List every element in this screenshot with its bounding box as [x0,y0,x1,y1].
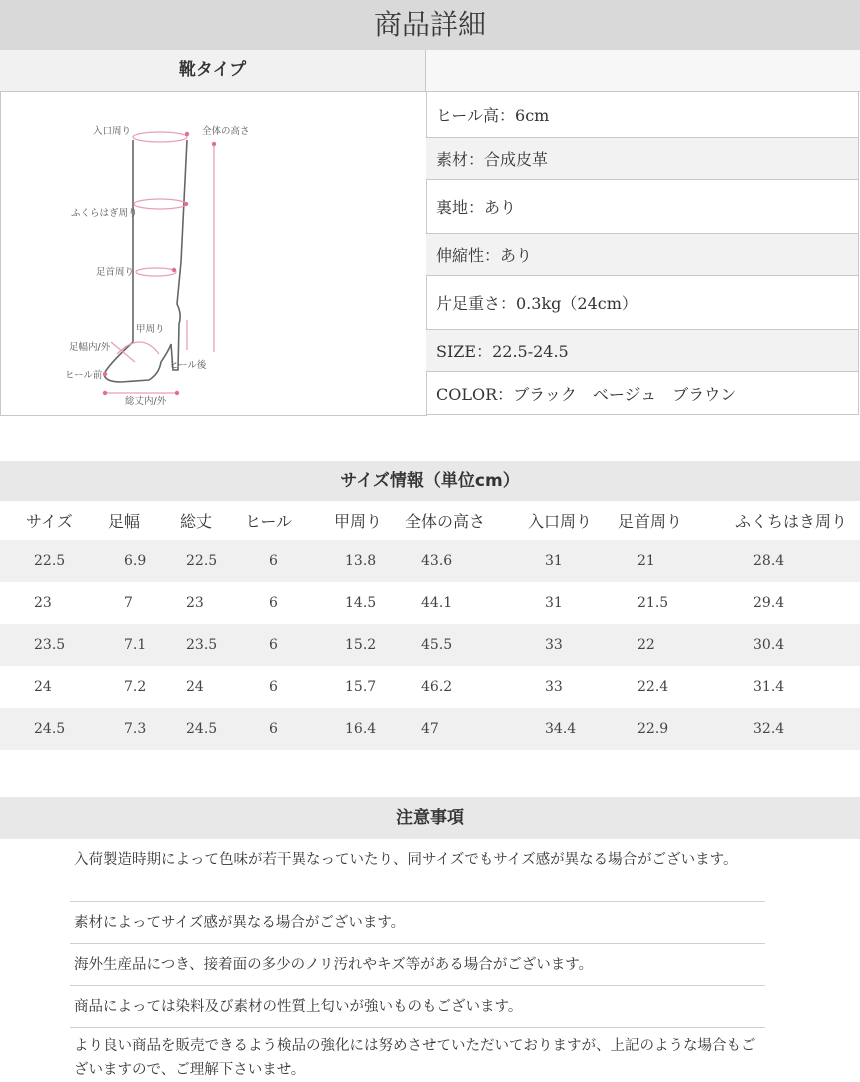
size-table-cell: 32.4 [721,708,860,750]
size-table-cell: 31.4 [753,679,785,695]
size-table-cell: 6 [244,624,333,666]
calf-point [184,202,188,206]
size-table-cell: 22.9 [613,708,721,750]
opening-point [185,132,189,136]
size-table-cell: 6 [269,595,278,611]
opening-ellipse [133,132,187,142]
size-table-header-row [0,501,860,540]
shoe-type-heading: 靴タイプ [0,50,426,92]
ankle-ellipse [136,268,176,276]
note-item: 海外生産品につき、接着面の多少のノリ汚れやキズ等がある場合がございます。 [70,944,765,986]
size-table-cell: 21.5 [637,595,669,611]
col-header: 足幅 [108,512,141,531]
col-header: サイズ [26,512,73,531]
size-table-cell: 15.7 [345,679,377,695]
col-header: ヒール [245,512,293,531]
size-table-cell: 23.5 [180,624,244,666]
size-table-cell: 30.4 [721,624,860,666]
note-item: 商品によっては染料及び素材の性質上匂いが強いものもございます。 [70,986,765,1028]
label-total-length: 総丈内/外 [125,396,167,407]
size-table-cell: 6 [269,679,278,695]
spec-heel-height: ヒール高：6cm [426,92,859,138]
label-total-height: 全体の高さ [202,126,250,137]
size-table-cell: 22.5 [180,540,244,582]
size-table-cell: 34.4 [523,708,613,750]
size-table-cell: 28.4 [721,540,860,582]
size-table-row [0,624,860,666]
page-title: 商品詳細 [0,0,860,50]
notes-title: 注意事項 [0,797,860,839]
boot-measurement-diagram [0,92,427,416]
size-table-cell: 31 [545,595,563,611]
spec-lining: 裏地：あり [426,180,859,234]
size-table-cell: 22.4 [637,679,669,695]
size-table [0,501,860,750]
size-table-cell: 14.5 [345,595,377,611]
size-table-cell: 6 [244,540,333,582]
col-header: 総丈 [180,512,213,531]
size-table-cell: 23 [34,595,52,611]
length-right-point [175,391,179,395]
size-table-cell: 6 [244,708,333,750]
spec-size-range: SIZE：22.5-24.5 [426,330,859,372]
size-table-cell: 22 [613,624,721,666]
size-table-cell: 21 [613,540,721,582]
size-table-cell: 24.5 [0,708,106,750]
size-table-cell: 44.1 [421,595,453,611]
label-ankle: 足首周り [96,267,135,278]
size-table-row [0,666,860,708]
height-top-point [212,142,216,146]
note-item: 入荷製造時期によって色味が若干異なっていたり、同サイズでもサイズ感が異なる場合がございます。 [70,846,765,902]
label-instep: 甲周り [136,324,165,335]
size-table-cell: 23.5 [0,624,106,666]
calf-ellipse [134,199,186,209]
size-table-cell: 7 [124,595,133,611]
size-table-cell: 7.3 [106,708,180,750]
col-header: 甲周り [334,512,383,531]
spec-weight: 片足重さ：0.3kg（24cm） [426,276,859,330]
heel-front-point [103,372,107,376]
size-table-cell: 24.5 [180,708,244,750]
note-item: 素材によってサイズ感が異なる場合がございます。 [70,902,765,944]
boot-illustration [1,92,425,415]
size-table-cell: 7.1 [106,624,180,666]
size-table-cell: 24 [186,679,204,695]
label-opening: 入口周り [93,126,132,137]
size-table-cell: 33 [545,679,563,695]
size-table-cell: 45.5 [405,624,523,666]
size-table-cell: 23 [186,595,204,611]
size-table-cell: 7.2 [124,679,147,695]
size-table-title: サイズ情報（単位cm） [0,461,860,501]
size-table-cell: 6.9 [106,540,180,582]
size-table-cell: 24 [34,679,52,695]
col-header: 全体の高さ [405,512,486,531]
label-calf: ふくらはぎ周り [71,208,138,219]
size-table-row [0,540,860,582]
col-header: 入口周り [528,512,593,531]
spec-colors: COLOR：ブラック ベージュ ブラウン [426,372,859,415]
size-table-cell: 47 [405,708,523,750]
col-header: ふくちはき周り [735,512,848,531]
size-table-cell: 46.2 [421,679,453,695]
spec-material: 素材：合成皮革 [426,138,859,180]
note-item: より良い商品を販売できるよう検品の強化には努めさせていただいておりますが、上記のような場合もございますので、ご理解下さいませ。 [74,1038,756,1078]
ankle-point [172,268,176,272]
size-table-cell: 16.4 [333,708,405,750]
size-table-cell: 33 [523,624,613,666]
col-header: 足首周り [618,512,683,531]
label-heel-front: ヒール前 [65,370,103,381]
size-table-cell: 29.4 [753,595,785,611]
size-table-cell: 15.2 [333,624,405,666]
label-foot-width: 足幅内/外 [69,342,111,353]
size-table-cell: 43.6 [405,540,523,582]
label-heel-back: ヒール後 [169,360,207,371]
length-left-point [103,391,107,395]
size-table-cell: 13.8 [333,540,405,582]
size-table-cell: 31 [523,540,613,582]
size-table-row [0,708,860,750]
spec-section [0,50,860,416]
spec-stretch: 伸縮性：あり [426,234,859,276]
spec-heading-blank [426,50,860,92]
size-table-cell: 22.5 [0,540,106,582]
size-table-row [0,582,860,624]
